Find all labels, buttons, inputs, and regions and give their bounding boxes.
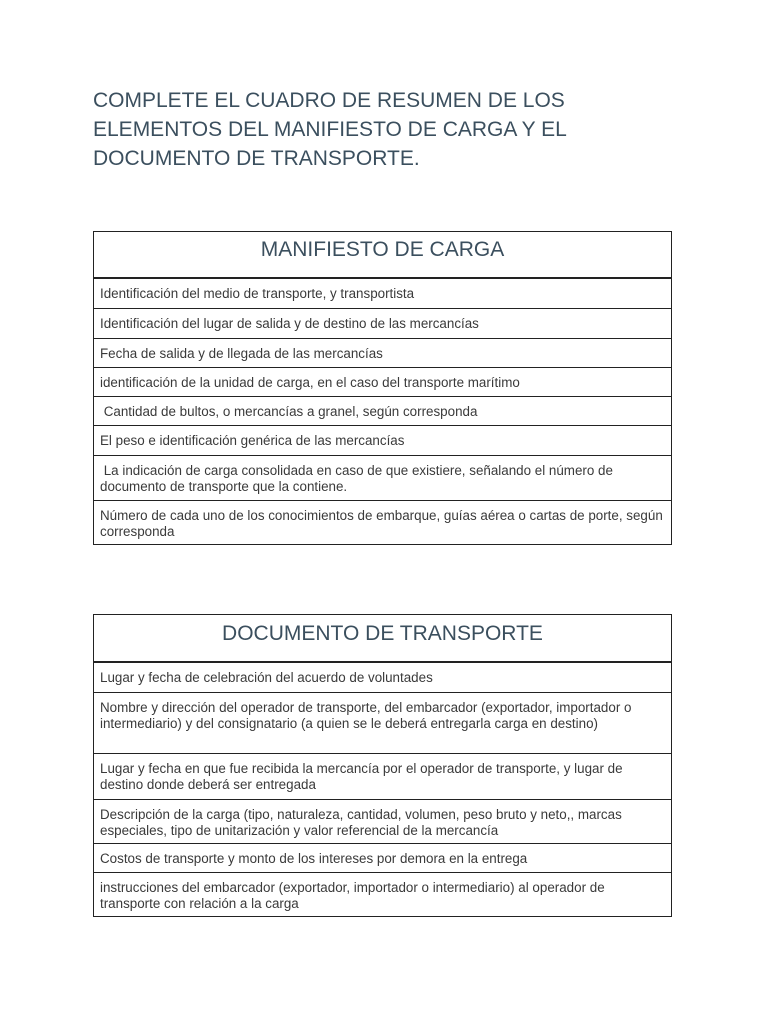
heading-line-3: DOCUMENTO DE TRANSPORTE. (93, 147, 420, 170)
documento-table (93, 614, 672, 917)
documento-row: Lugar y fecha de celebración del acuerdo de voluntades (100, 670, 433, 685)
manifiesto-row: Número de cada uno de los conocimientos de embarque, guías aérea o cartas de porte, según corresponda (94, 500, 671, 544)
documento-row: instrucciones del embarcador (exportador, importador o intermediario) al operador de transporte con relación a la carga (94, 872, 671, 916)
page-heading (93, 86, 653, 173)
documento-row: Lugar y fecha en que fue recibida la mercancía por el operador de transporte, y lugar de destino donde deberá ser entregada (94, 753, 671, 799)
documento-row: Descripción de la carga (tipo, naturaleza, cantidad, volumen, peso bruto y neto,, marcas especiales, tipo de unitarización y valor referencial de la mercancía (94, 799, 671, 843)
documento-row: Costos de transporte y monto de los intereses por demora en la entrega (94, 843, 671, 872)
manifiesto-row: El peso e identificación genérica de las mercancías (94, 425, 671, 455)
manifiesto-row: Identificación del lugar de salida y de destino de las mercancías (94, 308, 671, 338)
heading-line-2: ELEMENTOS DEL MANIFIESTO DE CARGA Y EL (93, 118, 567, 141)
manifiesto-row: Cantidad de bultos, o mercancías a granel, según corresponda (94, 396, 671, 425)
heading-line-1: COMPLETE EL CUADRO DE RESUMEN DE LOS (93, 89, 565, 112)
manifiesto-row: La indicación de carga consolidada en caso de que existiere, señalando el número de documento de transporte que la contiene. (94, 455, 671, 500)
documento-row: Nombre y dirección del operador de transporte, del embarcador (exportador, importador o intermediario) y del consignatario (a quien se le deberá entregarla carga en destino) (94, 692, 671, 753)
documento-title: DOCUMENTO DE TRANSPORTE (94, 615, 671, 663)
manifiesto-title: MANIFIESTO DE CARGA (94, 232, 671, 279)
manifiesto-row: Fecha de salida y de llegada de las mercancías (94, 338, 671, 367)
manifiesto-row: Identificación del medio de transporte, y transportista (100, 286, 415, 301)
manifiesto-table (93, 231, 672, 545)
manifiesto-row: identificación de la unidad de carga, en el caso del transporte marítimo (94, 367, 671, 396)
